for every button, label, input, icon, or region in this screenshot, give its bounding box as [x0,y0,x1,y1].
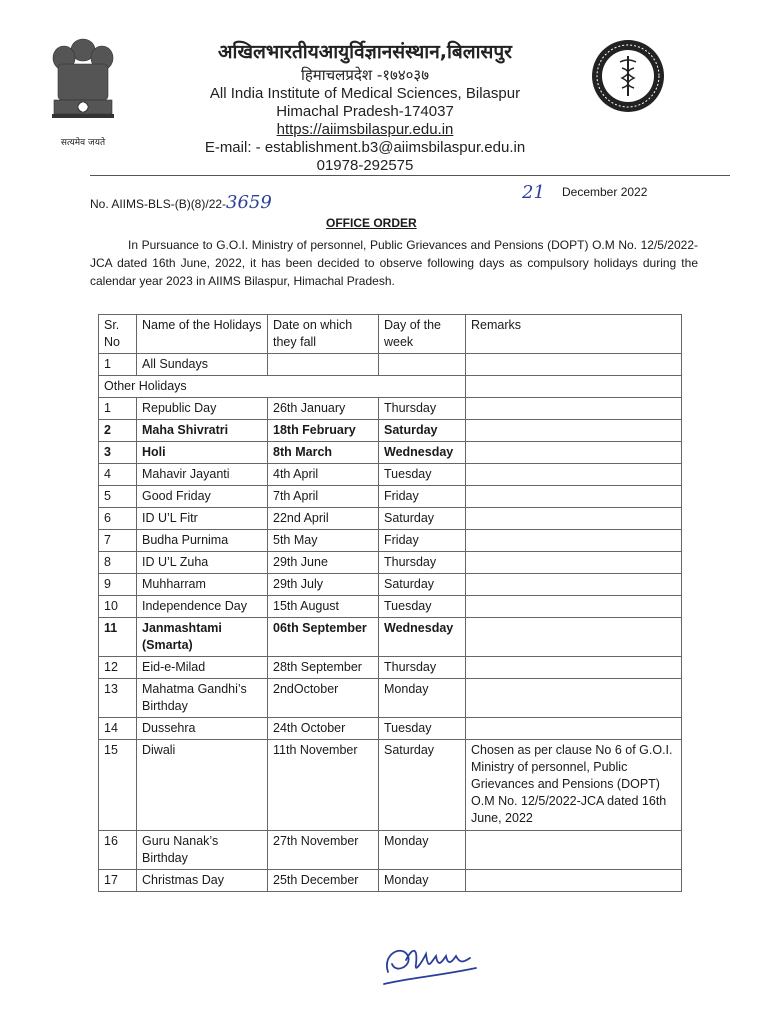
table-row [99,486,682,508]
cell-remarks [466,376,682,398]
institute-name-hindi: अखिलभारतीयआयुर्विज्ञानसंस्थान,बिलासपुर [218,41,512,63]
cell-day: Monday [379,831,466,870]
cell-remarks [466,679,682,718]
cell-day: Monday [379,870,466,892]
institute-state-hindi: हिमाचलप्रदेश -१७४०३७ [300,66,430,84]
national-emblem [42,36,124,148]
cell-name: Maha Shivratri [137,420,268,442]
cell-date: 24th October [268,718,379,740]
cell-day: Saturday [379,420,466,442]
table-row [99,718,682,740]
table-row [99,870,682,892]
cell-sr: 3 [99,442,137,464]
header-holiday-name: Name of the Holidays [137,315,268,354]
table-row [99,618,682,657]
table-row [99,596,682,618]
institute-state-english: Himachal Pradesh-174037 [276,103,454,120]
cell-sr: 13 [99,679,137,718]
cell-remarks [466,530,682,552]
cell-day: Wednesday [379,618,466,657]
emblem-motto: सत्यमेव जयते [60,138,106,148]
table-row [99,552,682,574]
table-row [99,574,682,596]
table-row [99,420,682,442]
cell-day: Saturday [379,508,466,530]
cell-name: Mahatma Gandhi’s Birthday [137,679,268,718]
table-row [99,442,682,464]
lion-capital-icon [42,36,124,128]
cell-remarks [466,574,682,596]
cell-date: 28th September [268,657,379,679]
cell-name: Diwali [137,740,268,831]
table-row [99,657,682,679]
cell-remarks [466,464,682,486]
cell-remarks [466,596,682,618]
cell-day: Tuesday [379,464,466,486]
signature-icon [378,934,480,992]
cell-day: Monday [379,679,466,718]
order-date-day: 21 [522,182,545,203]
other-holidays-label: Other Holidays [99,376,466,398]
cell-remarks [466,618,682,657]
cell-remarks [466,718,682,740]
cell-day: Wednesday [379,442,466,464]
cell-date: 25th December [268,870,379,892]
table-row [99,679,682,718]
cell-date: 5th May [268,530,379,552]
cell-sr: 16 [99,831,137,870]
cell-day [379,354,466,376]
cell-day: Tuesday [379,718,466,740]
cell-date: 26th January [268,398,379,420]
phone-line: 01978-292575 [316,157,414,174]
cell-sr: 8 [99,552,137,574]
cell-date: 18th February [268,420,379,442]
cell-date: 8th March [268,442,379,464]
cell-name: All Sundays [137,354,268,376]
cell-name: Republic Day [137,398,268,420]
table-row [99,831,682,870]
institute-header [180,38,550,175]
cell-name: ID U’L Zuha [137,552,268,574]
table-row [99,740,682,831]
other-holidays-row [99,376,682,398]
caduceus-seal-icon [590,38,666,114]
cell-name: Dussehra [137,718,268,740]
header-date: Date on which they fall [268,315,379,354]
cell-name: Christmas Day [137,870,268,892]
cell-remarks [466,486,682,508]
website-link[interactable]: https://aiimsbilaspur.edu.in [276,121,454,138]
cell-date: 29th July [268,574,379,596]
cell-sr: 14 [99,718,137,740]
cell-day: Friday [379,530,466,552]
header-sr-no: Sr. No [99,315,137,354]
cell-remarks [466,657,682,679]
cell-sr: 7 [99,530,137,552]
cell-date: 15th August [268,596,379,618]
table-row [99,398,682,420]
cell-name: Eid-e-Milad [137,657,268,679]
order-number [90,192,272,213]
email-line: E-mail: - establishment.b3@aiimsbilaspur.edu.in [204,139,526,156]
cell-day: Saturday [379,740,466,831]
cell-remarks [466,552,682,574]
cell-remarks [466,870,682,892]
header-day: Day of the week [379,315,466,354]
cell-remarks [466,398,682,420]
cell-sr: 9 [99,574,137,596]
cell-name: Good Friday [137,486,268,508]
cell-day: Saturday [379,574,466,596]
cell-date: 22nd April [268,508,379,530]
cell-name: Holi [137,442,268,464]
cell-day: Thursday [379,552,466,574]
aiims-seal [590,38,666,114]
order-date-rest: December 2022 [562,185,648,199]
order-paragraph: In Pursuance to G.O.I. Ministry of personnel, Public Grievances and Pensions (DOPT) O.M No. 12/5/2022-JCA dated 16th June, 2022, it has been decided to observe following days as compulsory holidays during the calendar year 2023 in AIIMS Bilaspur, Himachal Pradesh. [90,238,698,288]
cell-date: 06th September [268,618,379,657]
office-order-title: OFFICE ORDER [326,216,417,230]
cell-day: Thursday [379,398,466,420]
cell-name: ID U’L Fitr [137,508,268,530]
cell-date: 11th November [268,740,379,831]
cell-sr: 5 [99,486,137,508]
cell-name: Budha Purnima [137,530,268,552]
cell-date: 29th June [268,552,379,574]
cell-sr: 15 [99,740,137,831]
cell-remarks [466,354,682,376]
header-divider [90,175,730,176]
cell-sr: 4 [99,464,137,486]
cell-name: Guru Nanak’s Birthday [137,831,268,870]
cell-name: Independence Day [137,596,268,618]
cell-sr: 1 [99,354,137,376]
cell-sr: 10 [99,596,137,618]
cell-date: 7th April [268,486,379,508]
table-row [99,464,682,486]
cell-sr: 11 [99,618,137,657]
cell-remarks [466,508,682,530]
table-row [99,508,682,530]
cell-sr: 1 [99,398,137,420]
cell-name: Janmashtami (Smarta) [137,618,268,657]
cell-remarks [466,831,682,870]
cell-name: Muhharram [137,574,268,596]
header-remarks: Remarks [466,315,682,354]
cell-date: 2ndOctober [268,679,379,718]
cell-sr: 2 [99,420,137,442]
cell-remarks [466,420,682,442]
cell-date [268,354,379,376]
cell-sr: 17 [99,870,137,892]
cell-day: Tuesday [379,596,466,618]
cell-date: 4th April [268,464,379,486]
cell-sr: 6 [99,508,137,530]
cell-sr: 12 [99,657,137,679]
cell-name: Mahavir Jayanti [137,464,268,486]
cell-day: Friday [379,486,466,508]
cell-day: Thursday [379,657,466,679]
cell-remarks: Chosen as per clause No 6 of G.O.I. Ministry of personnel, Public Grievances and Pensions (DOPT) O.M No. 12/5/2022-JCA dated 16th June, 2022 [466,740,682,831]
table-row [99,530,682,552]
sundays-row [99,354,682,376]
holiday-table [98,314,682,892]
order-number-prefix: No. AIIMS-BLS-(B)(8)/22- [90,197,227,211]
table-header-row [99,315,682,354]
order-number-handwritten: 3659 [226,192,272,213]
institute-name-english: All India Institute of Medical Sciences, Bilaspur [209,85,521,102]
cell-remarks [466,442,682,464]
cell-date: 27th November [268,831,379,870]
